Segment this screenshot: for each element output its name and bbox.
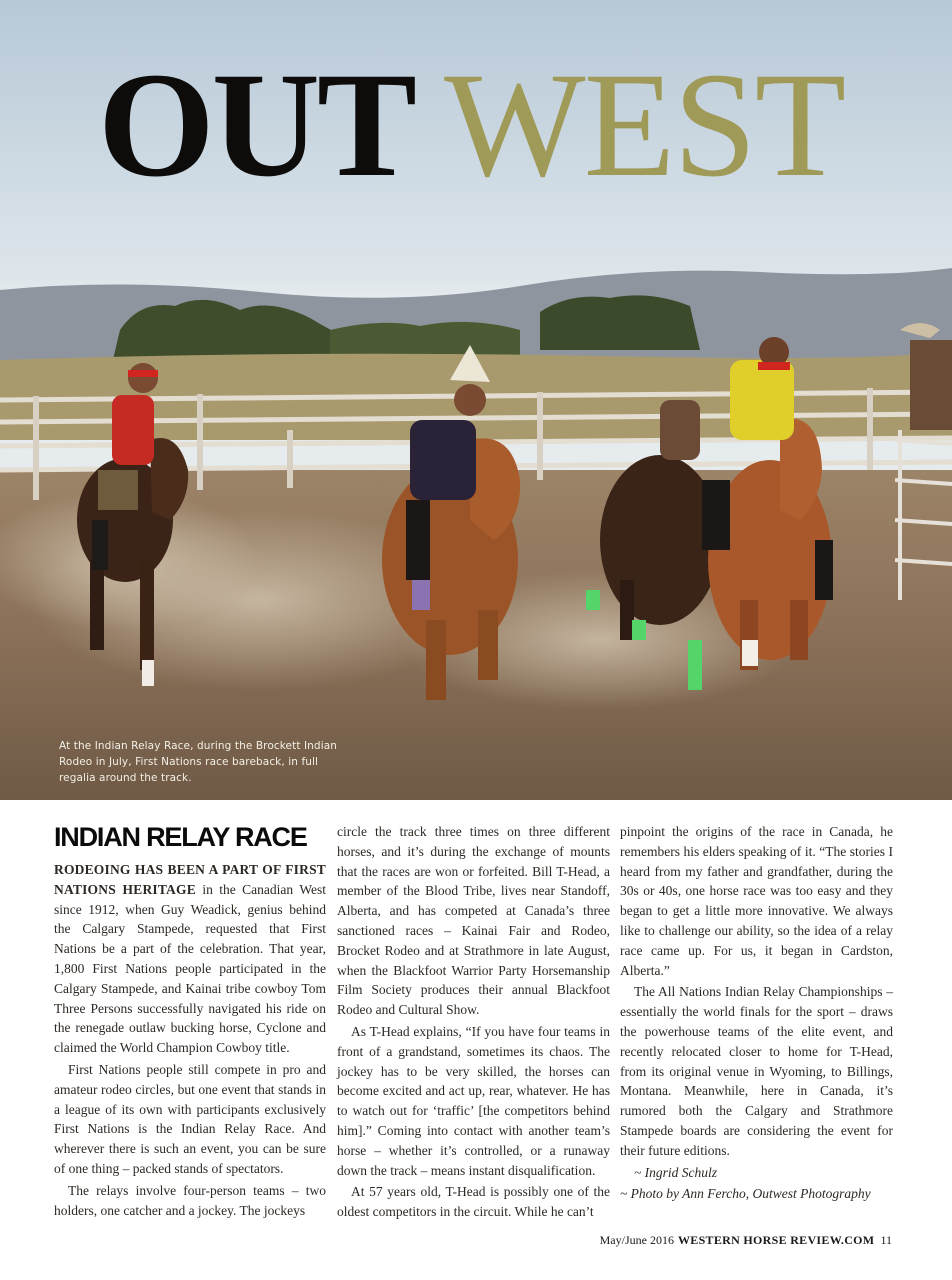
masthead-word-out: OUT <box>98 42 415 208</box>
article-paragraph-1 <box>54 860 326 1058</box>
article-byline: ~ Ingrid Schulz <box>634 1164 718 1180</box>
issue-date: May/June 2016 <box>599 1233 674 1247</box>
article-paragraph-6: The All Nations Indian Relay Championships – essentially the world finals for the sport – draws the powerhouse teams of the elite event, and recently relocated closer to home for T-Head, from its original venue in Wyoming, to Billings, Montana. Meanwhile, here in Canada, it’s rumored both the Calgary and Strathmore Stampede boards are considering the event for their future editions. <box>620 984 893 1158</box>
photo-caption: At the Indian Relay Race, during the Brockett Indian Rodeo in July, First Nations race bareback, in full regalia around the track. <box>59 740 338 784</box>
masthead-title <box>98 42 845 208</box>
article-headline: INDIAN RELAY RACE <box>54 822 307 852</box>
article-paragraph-3-continued: circle the track three times on three different horses, and it’s during the exchange of mounts that the races are won or forfeited. Bill T-Head, a member of the Blood Tribe, lives near Standoff, Alberta, and has competed at Canada’s three sanctioned races – Kainai Fair and Rodeo, Brocket Rodeo and at Strathmore in late August, when the Blackfoot Warrior Party Horsemanship Film Society produces their annual Blackfoot Rodeo and Cultural Show. <box>337 824 610 1018</box>
article-paragraph-1-text: in the Canadian West since 1912, when Guy Weadick, genius behind the Calgary Stampede, requested that First Nations be a part of the celebration. That year, 1,800 First Nations people participated in the Calgary Stampede, and Kainai tribe cowboy Tom Three Persons successfully navigated his ride on the renegade outlaw bucking horse, Cyclone and claimed the World Champion Cowboy title. <box>54 881 326 1056</box>
photo-credit: ~ Photo by Ann Fercho, Outwest Photography <box>620 1186 871 1202</box>
article-paragraph-4: As T-Head explains, “If you have four teams in front of a grandstand, sometimes its chaos. The jockey has to be very skilled, the horses can become excited and act up, rear, whatever. He has to watch out for ‘traffic’ [the competitors behind him].” Coming into contact with another team’s horse – whether it’s controlled, or a runaway down the track – means instant disqualification. <box>337 1023 610 1178</box>
publication-name: WESTERN HORSE REVIEW.COM <box>677 1233 875 1247</box>
article-column-2 <box>337 822 610 1222</box>
article-paragraph-5-continued: pinpoint the origins of the race in Canada, he remembers his elders speaking of it. “The stories I heard from my father and grandfather, during the 30s or 40s, one horse race was too easy and they began to get a little more innovative. We always like to challenge our ability, so the idea of a relay race came up. For us, it began in Cardston, Alberta.” <box>620 824 893 978</box>
article-column-3 <box>620 822 893 1204</box>
page-footer <box>600 1233 892 1248</box>
article-lead-in: RODEOING HAS BEEN A PART OF FIRST NATIONS HERITAGE <box>54 862 326 897</box>
article-paragraph-3: The relays involve four-person teams – two holders, one catcher and a jockey. The jockeys <box>54 1182 326 1218</box>
article-column-1 <box>54 822 326 1220</box>
article-paragraph-5: At 57 years old, T-Head is possibly one of the oldest competitors in the circuit. While he can’t <box>337 1184 610 1220</box>
article-paragraph-2: First Nations people still compete in pro and amateur rodeo circles, but one event that stands in a league of its own with participants exclusively First Nations is the Indian Relay Race. And wherever there is such an event, you can be sure of one thing – packed stands of spectators. <box>54 1061 326 1176</box>
masthead-word-west: WEST <box>444 42 845 208</box>
page-number: 11 <box>880 1233 892 1247</box>
